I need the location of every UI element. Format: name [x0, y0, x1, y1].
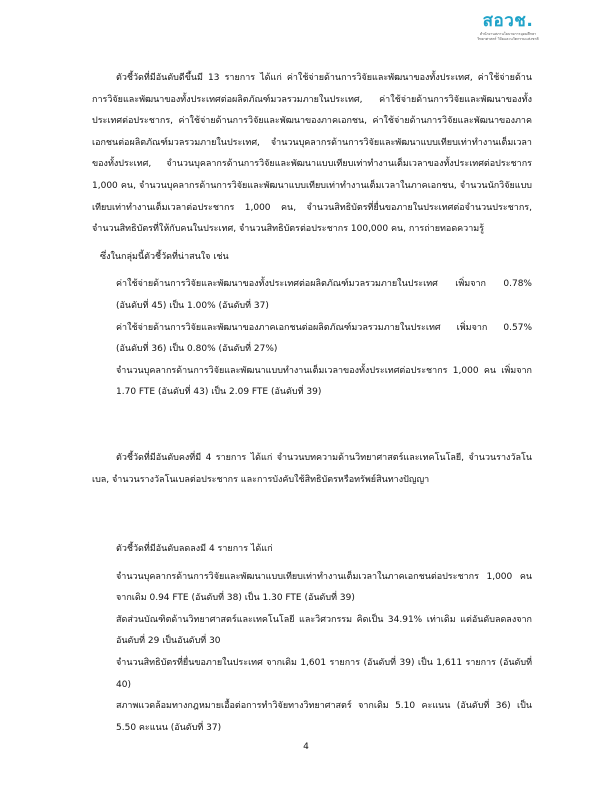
page-body [92, 68, 532, 739]
organization-logo [470, 10, 546, 50]
list-item: จำนวนสิทธิบัตรที่ยื่นขอภายในประเทศ จากเดิม 1,601 รายการ (อันดับที่ 39) เป็น 1,611 รายการ (อันดับที่ 40) [116, 658, 532, 690]
declined-indicators-section [92, 539, 532, 739]
list-item: จำนวนบุคลากรด้านการวิจัยและพัฒนาแบบทำงานเต็มเวลาของทั้งประเทศต่อประชากร 1,000 คน เพิ่มจาก 1.70 FTE (อันดับที่ 43) เป็น 2.09 FTE (อันดับที่ 39) [116, 365, 532, 398]
logo-title: สอวช. [482, 11, 534, 31]
interesting-indicators-intro: ซึ่งในกลุ่มนี้ตัวชี้วัดที่น่าสนใจ เช่น [100, 251, 229, 262]
unchanged-indicators-paragraph: ตัวชี้วัดที่มีอันดับคงที่มี 4 รายการ ได้แก่ จำนวนบทความด้านวิทยาศาสตร์และเทคโนโลยี, จำนวนรางวัลโนเบล, จำนวนรางวัลโนเบลต่อประชากร และการบังคับใช้สิทธิบัตรหรือทรัพย์สินทางปัญญา [92, 452, 532, 485]
list-item: จำนวนบุคลากรด้านการวิจัยและพัฒนาแบบเทียบเท่าทำงานเต็มเวลาในภาคเอกชนต่อประชากร 1,000 คน จากเดิม 0.94 FTE (อันดับที่ 38) เป็น 1.30 FTE (อันดับที่ 39) [116, 571, 532, 604]
declined-indicators-paragraph: ตัวชี้วัดที่มีอันดับลดลงมี 4 รายการ ได้แก่ [116, 544, 273, 555]
unchanged-indicators-section [92, 448, 532, 491]
declined-indicators-list [92, 567, 532, 740]
interesting-indicators-list [92, 274, 532, 404]
list-item: ค่าใช้จ่ายด้านการวิจัยและพัฒนาของทั้งประเทศต่อผลิตภัณฑ์มวลรวมภายในประเทศ เพิ่มจาก 0.78% (อันดับที่ 45) เป็น 1.00% (อันดับที่ 37) [116, 279, 532, 311]
improved-indicators-paragraph: ตัวชี้วัดที่มีอันดับดีขึ้นมี 13 รายการ ได้แก่ ค่าใช้จ่ายด้านการวิจัยและพัฒนาของทั้งประเทศ, ค่าใช้จ่ายด้านการวิจัยและพัฒนาของทั้งประเทศต่อผลิตภัณฑ์มวลรวมภายในประเทศ, ค่าใช้จ่ายด้านการวิจัยและพัฒนาของทั้งประเทศต่อประชากร, ค่าใช้จ่ายด้านการวิจัยและพัฒนาของภาคเอกชน, ค่าใช้จ่ายด้านการวิจัยและพัฒนาของภาคเอกชนต่อผลิตภัณฑ์มวลรวมภายในประเทศ, จำนวนบุคลากรด้านการวิจัยและพัฒนาแบบเทียบเท่าทำงานเต็มเวลาของทั้งประเทศ, จำนวนบุคลากรด้านการวิจัยและพัฒนาแบบเทียบเท่าทำงานเต็มเวลาของทั้งประเทศต่อประชากร 1,000 คน, จำนวนบุคลากรด้านการวิจัยและพัฒนาแบบเทียบเท่าทำงานเต็มเวลาในภาคเอกชน, จำนวนนักวิจัยแบบเทียบเท่าทำงานเต็มเวลาต่อประชากร 1,000 คน, จำนวนสิทธิบัตรที่ยื่นขอภายในประเทศต่อจำนวนประชากร, จำนวนสิทธิบัตรที่ให้กับคนในประเทศ, จำนวนสิทธิบัตรต่อประชากร 100,000 คน, การถ่ายทอดความรู้ [92, 73, 532, 235]
logo-subtitle-line-2: วิทยาศาสตร์ วิจัยและนวัตกรรมแห่งชาติ [477, 37, 539, 41]
page-number: 4 [303, 742, 309, 752]
list-item: ค่าใช้จ่ายด้านการวิจัยและพัฒนาของภาคเอกชนต่อผลิตภัณฑ์มวลรวมภายในประเทศ เพิ่มจาก 0.57% (อันดับที่ 36) เป็น 0.80% (อันดับที่ 27%) [116, 322, 532, 355]
improved-indicators-section [92, 68, 532, 404]
list-item: สัดส่วนบัณฑิตด้านวิทยาศาสตร์และเทคโนโลยี และวิศวกรรม คิดเป็น 34.91% เท่าเดิม แต่อันดับลดลงจาก อันดับที่ 29 เป็นอันดับที่ 30 [116, 614, 532, 647]
list-item: สภาพแวดล้อมทางกฎหมายเอื้อต่อการทำวิจัยทางวิทยาศาสตร์ จากเดิม 5.10 คะแนน (อันดับที่ 36) เป็น 5.50 คะแนน (อันดับที่ 37) [116, 701, 532, 733]
logo-subtitle-line-1: สำนักงานสภานโยบายการอุดมศึกษา [479, 32, 537, 36]
